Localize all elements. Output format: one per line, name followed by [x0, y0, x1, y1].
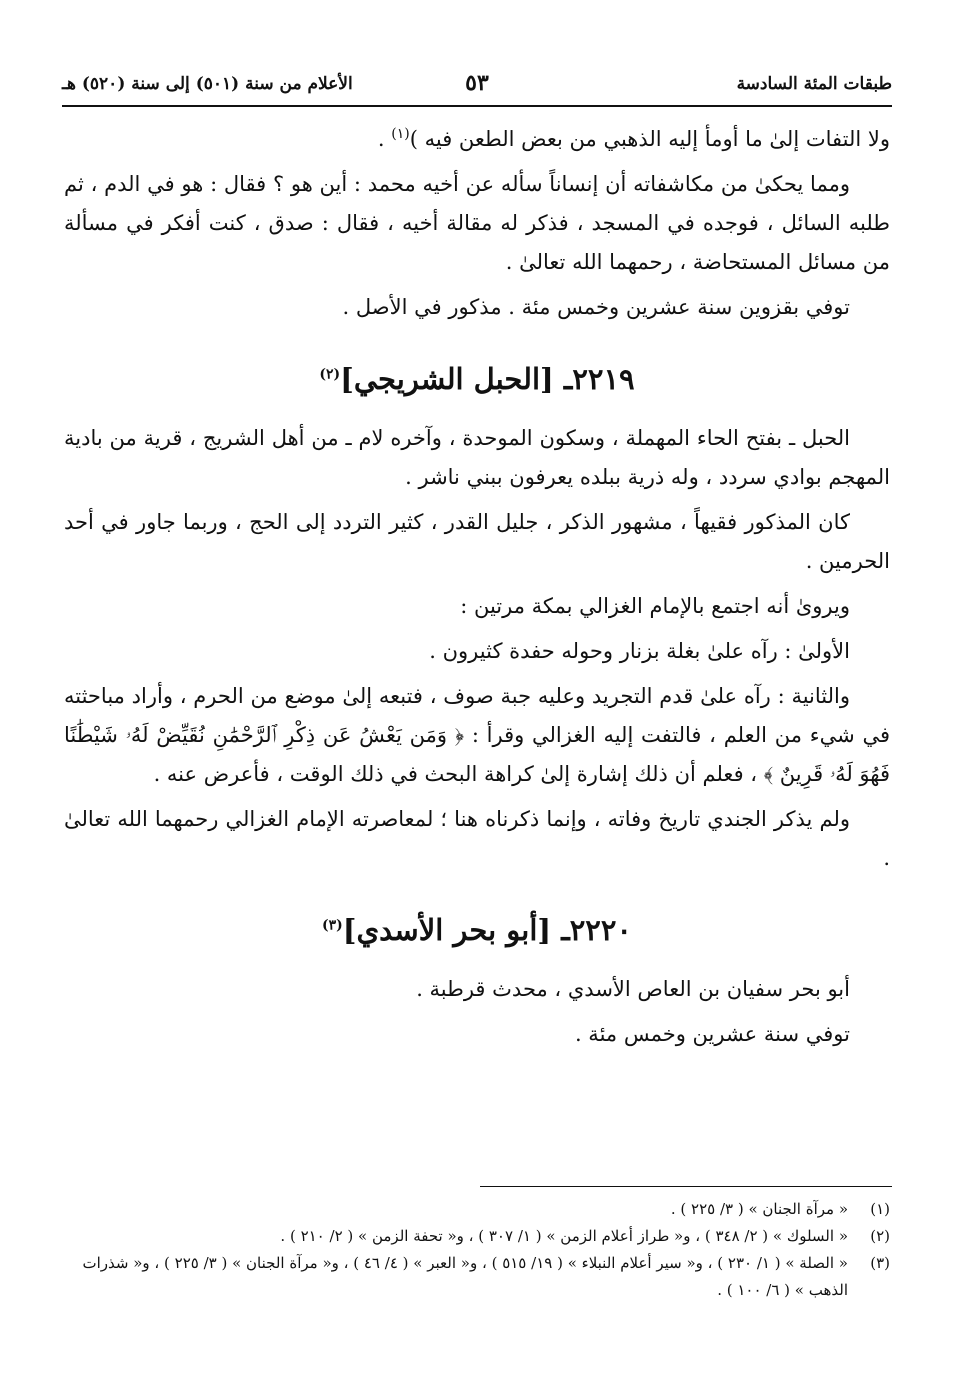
footnote	[64, 1196, 890, 1223]
footnote-number: (٣)	[870, 1254, 890, 1272]
paragraph: والثانية : رآه علىٰ قدم التجريد وعليه جبة صوف ، فتبعه إلىٰ موضع من الحرم ، وأراد مباحثته في شيء من العلم ، فالتفت إليه الغزالي وقرأ : ﴿ وَمَن يَعْشُ عَن ذِكْرِ ٱلرَّحْمَٰنِ نُقَيِّضْ لَهُۥ شَيْطَٰنًا فَهُوَ لَهُۥ قَرِينٌ ﴾ ، فعلم أن ذلك إشارة إلىٰ كراهة البحث في ذلك الوقت ، فأعرض عنه .	[64, 684, 890, 786]
footnote-text: « الصلة » ( ١/ ٢٣٠ ) ، و« سير أعلام النبلاء » ( ١٩/ ٥١٥ ) ، و« العبر » ( ٤/ ٤٦ ) ، و« مرآة الجنان » ( ٣/ ٢٢٥ ) ، و« شذرات الذهب » ( ٦/ ١٠٠ ) .	[82, 1254, 848, 1299]
footnote-text: « السلوك » ( ٢/ ٣٤٨ ) ، و« طراز أعلام الزمن » ( ١/ ٣٠٧ ) ، و« تحفة الزمن » ( ٢/ ٢١٠ ) .	[280, 1227, 848, 1245]
paragraph: أبو بحر سفيان بن العاص الأسدي ، محدث قرطبة .	[416, 977, 850, 1001]
paragraph: توفي بقزوين سنة عشرين وخمس مئة . مذكور في الأصل .	[342, 295, 850, 319]
paragraph: الحبل ـ بفتح الحاء المهملة ، وسكون الموحدة ، وآخره لام ـ من أهل الشريج ، قرية من بادية المهجم بوادي سردد ، وله ذرية ببلده يعرفون ببني ناشر .	[64, 426, 890, 489]
paragraph: الأولىٰ : رآه علىٰ بغلة بزنار وحوله حفدة كثيرون .	[429, 639, 850, 663]
footnote-number: (٢)	[870, 1227, 890, 1245]
footnotes	[64, 1196, 890, 1304]
paragraph: ويروىٰ أنه اجتمع بالإمام الغزالي بمكة مرتين :	[460, 594, 850, 618]
running-header	[62, 68, 892, 104]
entry-heading: ٢٢١٩ـ [الحبل الشريجي]$^{(٢)}$	[319, 362, 635, 396]
book-title: طبقات المئة السادسة	[736, 74, 892, 94]
header-rule	[62, 105, 892, 107]
entry-heading: ٢٢٢٠ـ [أبو بحر الأسدي]$^{(٣)}$	[321, 913, 633, 947]
footnote	[64, 1250, 890, 1304]
footnote-ref: (١)	[391, 126, 410, 142]
paragraph: توفي سنة عشرين وخمس مئة .	[574, 1022, 850, 1046]
footnote-rule	[480, 1186, 892, 1187]
page-number: ٥٣	[465, 70, 489, 96]
footnote-ref: (٣)	[321, 917, 343, 934]
paragraph: ولا التفات إلىٰ ما أومأ إليه الذهبي من بعض الطعن فيه )$^{(١)}$ .	[377, 126, 890, 151]
footnote	[64, 1223, 890, 1250]
footnote-number: (١)	[870, 1200, 890, 1218]
paragraph: كان المذكور فقيهاً ، مشهور الذكر ، جليل القدر ، كثير التردد إلى الحج ، وربما جاور في أحد الحرمين .	[64, 510, 890, 573]
main-text	[64, 120, 890, 1060]
paragraph: ولم يذكر الجندي تاريخ وفاته ، وإنما ذكرناه هنا ؛ لمعاصرته الإمام الغزالي رحمهما الله تعالىٰ .	[64, 807, 890, 870]
footnote-text: « مرآة الجنان » ( ٣/ ٢٢٥ ) .	[670, 1200, 848, 1218]
footnote-ref: (٢)	[319, 366, 341, 383]
paragraph: ومما يحكىٰ من مكاشفاته أن إنساناً سأله عن أخيه محمد : أين هو ؟ فقال : هو في الدم ، ثم طلبه السائل ، فوجده في المسجد ، فذكر له مقالة أخيه ، فقال : صدق ، كنت أفكر في مسألة من مسائل المستحاضة ، رحمهما الله تعالىٰ .	[64, 172, 890, 274]
section-range: الأعلام من سنة (٥٠١) إلى سنة (٥٢٠) هـ	[62, 74, 353, 94]
